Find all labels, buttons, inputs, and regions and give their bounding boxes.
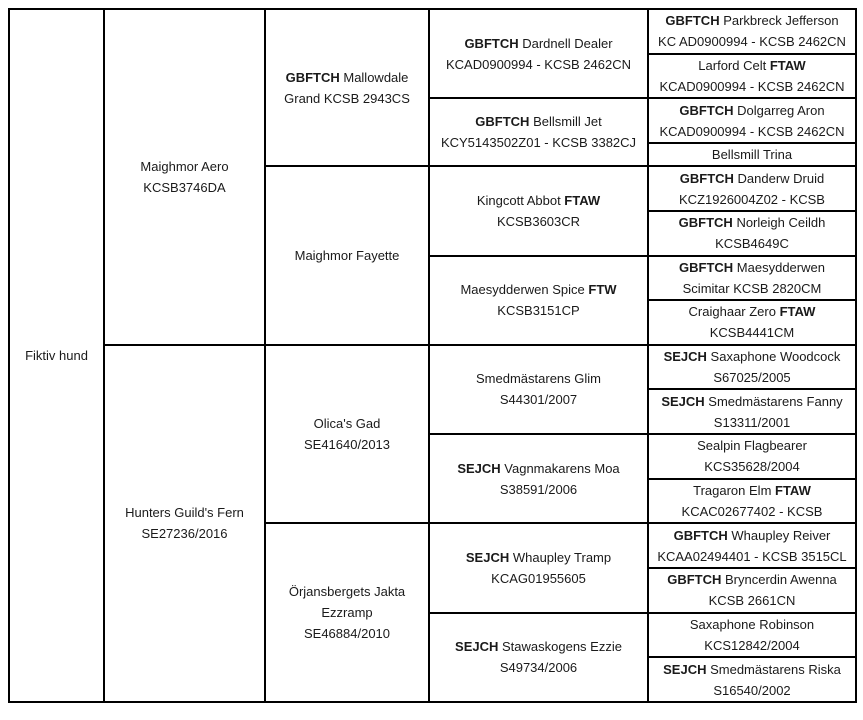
pedigree-cell-gen4-15: SEJCH Smedmästarens Riska S16540/2002 bbox=[648, 657, 856, 702]
pedigree-cell-gen4-13: GBFTCH Bryncerdin Awenna KCSB 2661CN bbox=[648, 568, 856, 613]
table-row bbox=[9, 345, 856, 390]
pedigree-cell-gen2-0: GBFTCH Mallowdale Grand KCSB 2943CS bbox=[265, 9, 429, 166]
pedigree-cell-gen4-7: Craighaar Zero FTAW KCSB4441CM bbox=[648, 300, 856, 345]
pedigree-cell-gen3-0: GBFTCH Dardnell Dealer KCAD0900994 - KCSB 2462CN bbox=[429, 9, 648, 98]
pedigree-cell-gen3-5: SEJCH Vagnmakarens Moa S38591/2006 bbox=[429, 434, 648, 523]
pedigree-cell-gen4-5: GBFTCH Norleigh Ceildh KCSB4649C bbox=[648, 211, 856, 256]
pedigree-cell-dam: Hunters Guild's Fern SE27236/2016 bbox=[104, 345, 265, 702]
pedigree-cell-gen3-6: SEJCH Whaupley Tramp KCAG01955605 bbox=[429, 523, 648, 612]
table-row bbox=[9, 9, 856, 54]
pedigree-cell-gen4-11: Tragaron Elm FTAW KCAC02677402 - KCSB bbox=[648, 479, 856, 524]
pedigree-cell-gen4-6: GBFTCH Maesydderwen Scimitar KCSB 2820CM bbox=[648, 256, 856, 301]
pedigree-cell-gen3-7: SEJCH Stawaskogens Ezzie S49734/2006 bbox=[429, 613, 648, 702]
pedigree-cell-gen4-4: GBFTCH Danderw Druid KCZ1926004Z02 - KCSB bbox=[648, 166, 856, 211]
pedigree-cell-gen4-14: Saxaphone Robinson KCS12842/2004 bbox=[648, 613, 856, 658]
pedigree-cell-gen3-3: Maesydderwen Spice FTW KCSB3151CP bbox=[429, 256, 648, 345]
pedigree-cell-gen4-10: Sealpin Flagbearer KCS35628/2004 bbox=[648, 434, 856, 479]
pedigree-cell-gen4-9: SEJCH Smedmästarens Fanny S13311/2001 bbox=[648, 389, 856, 434]
pedigree-cell-gen2-2: Olica's Gad SE41640/2013 bbox=[265, 345, 429, 524]
pedigree-cell-gen4-2: GBFTCH Dolgarreg Aron KCAD0900994 - KCSB 2462CN bbox=[648, 98, 856, 143]
pedigree-cell-gen3-2: Kingcott Abbot FTAW KCSB3603CR bbox=[429, 166, 648, 255]
pedigree-cell-sire: Maighmor Aero KCSB3746DA bbox=[104, 9, 265, 345]
pedigree-cell-gen4-1: Larford Celt FTAW KCAD0900994 - KCSB 2462CN bbox=[648, 54, 856, 99]
pedigree-cell-gen4-12: GBFTCH Whaupley Reiver KCAA02494401 - KCSB 3515CL bbox=[648, 523, 856, 568]
pedigree-cell-gen3-1: GBFTCH Bellsmill Jet KCY5143502Z01 - KCSB 3382CJ bbox=[429, 98, 648, 166]
pedigree-cell-gen4-3: Bellsmill Trina bbox=[648, 143, 856, 166]
pedigree-cell-subject: Fiktiv hund bbox=[9, 9, 104, 702]
pedigree-cell-gen4-8: SEJCH Saxaphone Woodcock S67025/2005 bbox=[648, 345, 856, 390]
pedigree-cell-gen3-4: Smedmästarens Glim S44301/2007 bbox=[429, 345, 648, 434]
pedigree-cell-gen2-1: Maighmor Fayette bbox=[265, 166, 429, 345]
pedigree-table bbox=[8, 8, 857, 703]
pedigree-cell-gen2-3: Örjansbergets Jakta Ezzramp SE46884/2010 bbox=[265, 523, 429, 702]
pedigree-cell-gen4-0: GBFTCH Parkbreck Jefferson KC AD0900994 - KCSB 2462CN bbox=[648, 9, 856, 54]
